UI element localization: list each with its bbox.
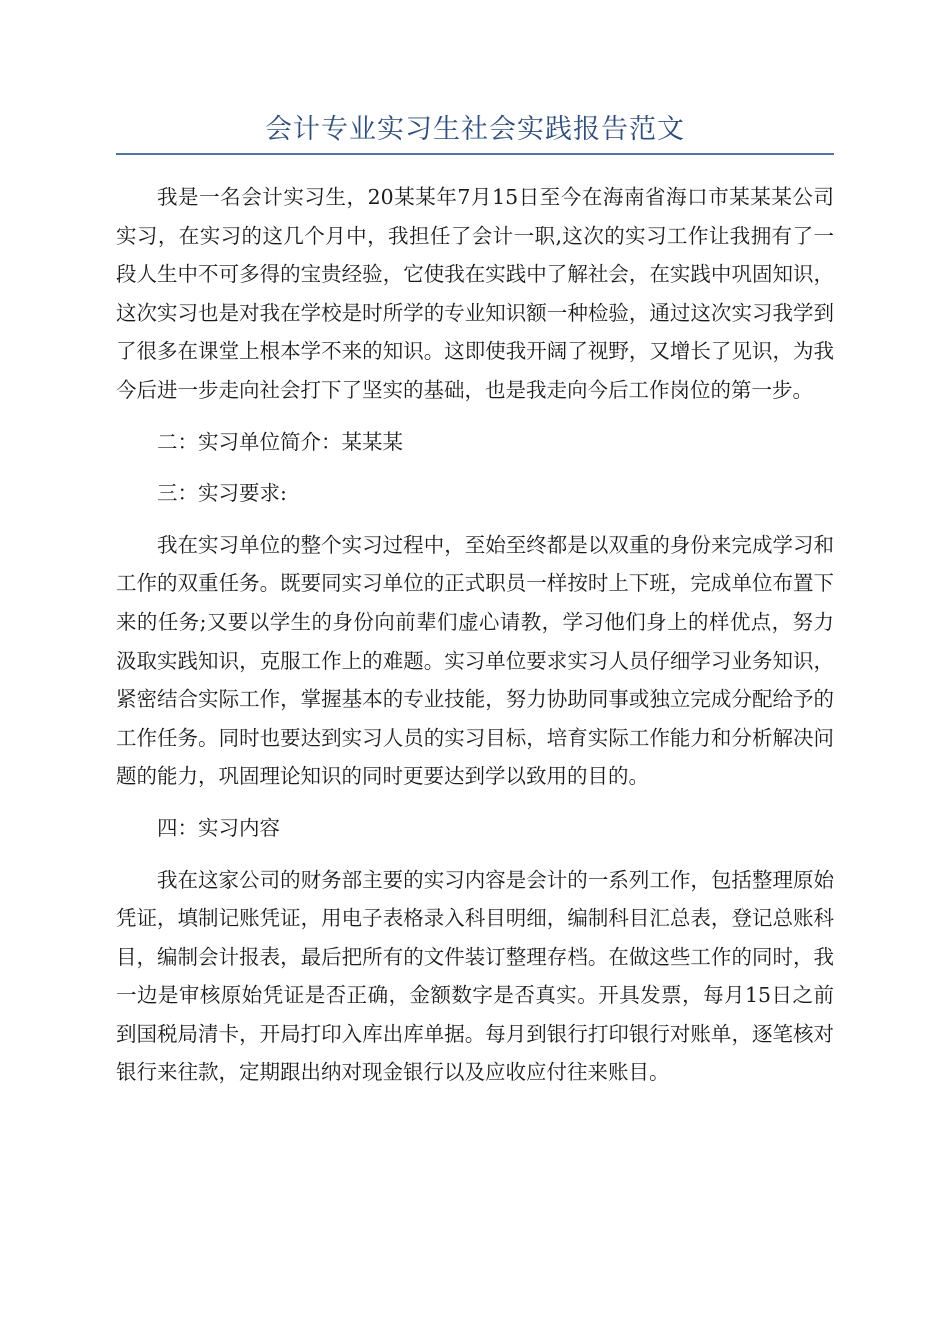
- paragraph-content: 我在这家公司的财务部主要的实习内容是会计的一系列工作，包括整理原始凭证，填制记账凭证，用电子表格录入科目明细，编制科目汇总表，登记总账科目，编制会计报表，最后把所有的文件装订整理存档。在做这些工作的同时，我一边是审核原始凭证是否正确，金额数字是否真实。开具发票，每月15日之前到国税局清卡，开局打印入库出库单据。每月到银行打印银行对账单，逐笔核对银行来往款，定期跟出纳对现金银行以及应收应付往来账目。: [116, 867, 834, 1085]
- paragraph-requirements: 我在实习单位的整个实习过程中，至始至终都是以双重的身份来完成学习和工作的双重任务。既要同实习单位的正式职员一样按时上下班，完成单位布置下来的任务;又要以学生的身份向前辈们虚心请教，学习他们身上的样优点，努力汲取实践知识，克服工作上的难题。实习单位要求实习人员仔细学习业务知识，紧密结合实际工作，掌握基本的专业技能，努力协助同事或独立完成分配给予的工作任务。同时也要达到实习人员的实习目标，培育实际工作能力和分析解决问题的能力，巩固理论知识的同时更要达到学以致用的目的。: [116, 532, 834, 789]
- document-title: 会计专业实习生社会实践报告范文: [265, 114, 685, 145]
- section-heading-unit-intro: 二：实习单位简介：某某某: [157, 429, 403, 454]
- paragraph-intro: 我是一名会计实习生，20某某年7月15日至今在海南省海口市某某某公司实习，在实习的这几个月中，我担任了会计一职,这次的实习工作让我拥有了一段人生中不可多得的宝贵经验，它使我在实践中了解社会，在实践中巩固知识，这次实习也是对我在学校是时所学的专业知识额一种检验，通过这次实习我学到了很多在课堂上根本学不来的知识。这即使我开阔了视野，又增长了见识，为我今后进一步走向社会打下了坚实的基础，也是我走向今后工作岗位的第一步。: [116, 185, 834, 402]
- title-underline: [116, 153, 834, 155]
- section-heading-requirements: 三：实习要求:: [157, 481, 287, 506]
- paragraph-gap: [116, 848, 834, 861]
- paragraph-gap: [116, 513, 834, 526]
- document-body: [116, 178, 834, 1092]
- section-heading-content: 四：实习内容: [157, 815, 280, 840]
- paragraph-gap: [116, 796, 834, 809]
- paragraph-gap: [116, 410, 834, 423]
- paragraph-gap: [116, 461, 834, 474]
